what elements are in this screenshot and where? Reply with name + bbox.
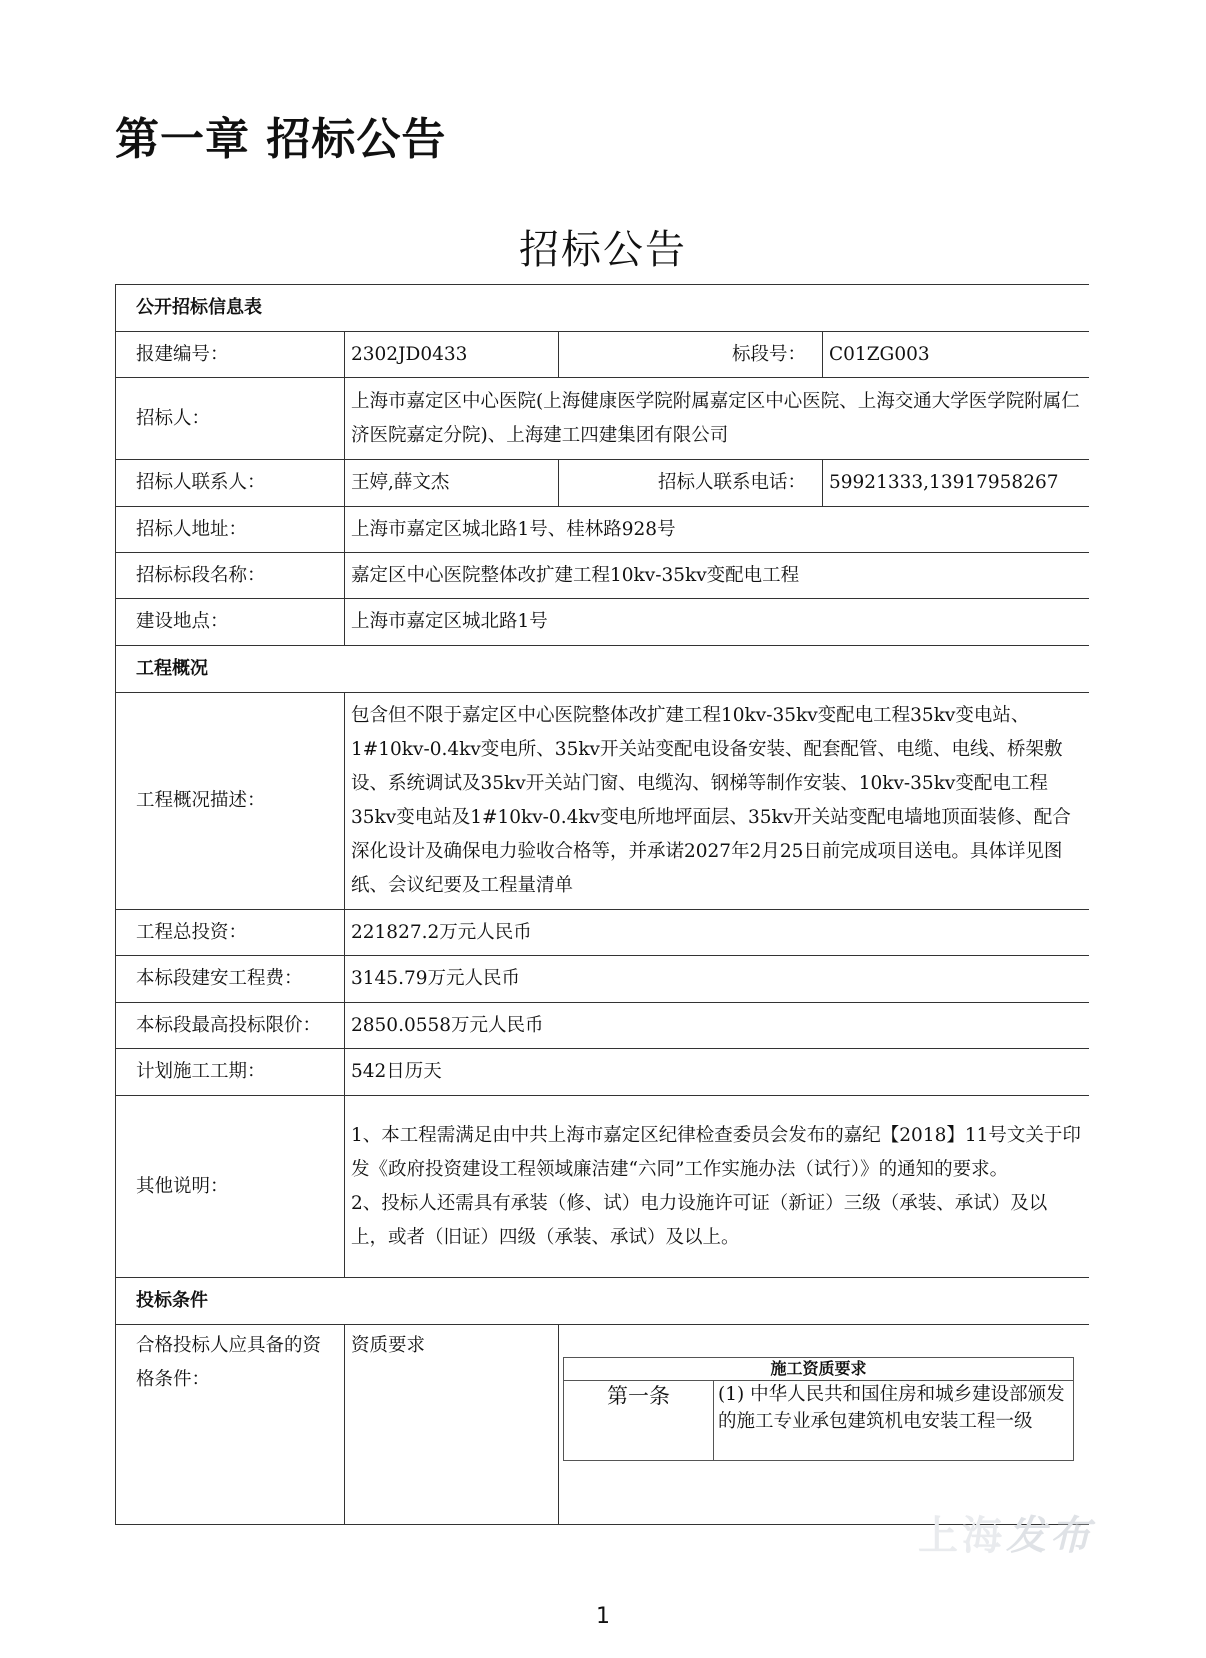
table-row [116,553,1090,599]
section-overview: 工程概况 [116,646,1090,693]
table-row [116,956,1090,1003]
qualification-label-text: 合格投标人应具备的资格条件： [136,1335,322,1390]
address-label: 招标人地址： [116,507,345,553]
tenderer-value: 上海市嘉定区中心医院(上海健康医学院附属嘉定区中心医院、上海交通大学医学院附属仁济医院嘉定分院)、上海建工四建集团有限公司 [345,378,1090,460]
duration-label: 计划施工工期： [116,1049,345,1096]
table-row [116,1049,1090,1096]
section-bid-conditions: 投标条件 [116,1278,1090,1325]
total-investment-label: 工程总投资： [116,910,345,956]
other-line-1: 1、本工程需满足由中共上海市嘉定区纪律检查委员会发布的嘉纪【2018】11号文关于印发《政府投资建设工程领域廉洁建“六同”工作实施办法（试行）》的通知的要求。 [351,1124,1081,1180]
nested-text: (1) 中华人民共和国住房和城乡建设部颁发的施工专业承包建筑机电安装工程一级 [714,1381,1074,1461]
document-title: 招标公告 [519,227,687,273]
other-value [345,1096,1090,1278]
registration-no-label: 报建编号： [116,332,345,378]
lot-no-label: 标段号： [559,332,823,378]
phone-label: 招标人联系电话： [559,460,823,507]
site-value: 上海市嘉定区城北路1号 [345,599,1090,646]
overview-desc-label: 工程概况描述： [116,693,345,910]
qualification-req-label: 资质要求 [351,1335,426,1356]
section-row [116,1278,1090,1325]
tender-info-table [115,284,1089,1525]
section-public-info: 公开招标信息表 [116,285,1090,332]
table-row [116,910,1090,956]
nested-header: 施工资质要求 [564,1358,1074,1381]
other-line-2: 2、投标人还需具有承装（修、试）电力设施许可证（新证）三级（承装、承试）及以上，或者（旧证）四级（承装、承试）及以上。 [351,1192,1048,1248]
table-row [116,460,1090,507]
section-row [116,646,1090,693]
table-row [116,693,1090,910]
construction-fee-value: 3145.79万元人民币 [345,956,1090,1003]
table-row [116,1325,1090,1525]
lot-no-value: C01ZG003 [823,332,1090,378]
lot-name-label: 招标标段名称： [116,553,345,599]
qualification-label [116,1325,345,1525]
nested-article: 第一条 [564,1381,714,1461]
watermark-logo [918,1504,1094,1561]
construction-qualification-table [563,1357,1074,1461]
lot-name-value: 嘉定区中心医院整体改扩建工程10kv-35kv变配电工程 [345,553,1090,599]
phone-value: 59921333,13917958267 [823,460,1090,507]
watermark-text-a: 上海 [918,1513,1006,1559]
duration-value: 542日历天 [345,1049,1090,1096]
chapter-heading: 第一章 招标公告 [115,114,447,165]
qualification-detail-cell [559,1325,1090,1525]
address-value: 上海市嘉定区城北路1号、桂林路928号 [345,507,1090,553]
construction-fee-label: 本标段建安工程费： [116,956,345,1003]
table-row [116,378,1090,460]
contact-value: 王婷,薛文杰 [345,460,559,507]
page-number: 1 [596,1604,610,1629]
total-investment-value: 221827.2万元人民币 [345,910,1090,956]
table-row [116,507,1090,553]
max-bid-value: 2850.0558万元人民币 [345,1003,1090,1049]
other-label: 其他说明： [116,1096,345,1278]
contact-label: 招标人联系人： [116,460,345,507]
table-row [116,332,1090,378]
table-row [116,599,1090,646]
registration-no-value: 2302JD0433 [345,332,559,378]
overview-desc-value: 包含但不限于嘉定区中心医院整体改扩建工程10kv-35kv变配电工程35kv变电站、1#10kv-0.4kv变电所、35kv开关站变配电设备安装、配套配管、电缆、电线、桥架敷设、系统调试及35kv开关站门窗、电缆沟、钢梯等制作安装、10kv-35kv变配电工程35kv变电站及1#10kv-0.4kv变电所地坪面层、35kv开关站变配电墙地顶面装修、配合深化设计及确保电力验收合格等，并承诺2027年2月25日前完成项目送电。具体详见图纸、会议纪要及工程量清单 [345,693,1090,910]
tenderer-label: 招标人： [116,378,345,460]
table-row [116,1096,1090,1278]
table-row [116,1003,1090,1049]
watermark-text-b: 发布 [1006,1512,1094,1559]
site-label: 建设地点： [116,599,345,646]
tender-info-sheet [115,284,1089,1538]
max-bid-label: 本标段最高投标限价： [116,1003,345,1049]
qualification-req-cell [345,1325,559,1525]
section-row [116,285,1090,332]
